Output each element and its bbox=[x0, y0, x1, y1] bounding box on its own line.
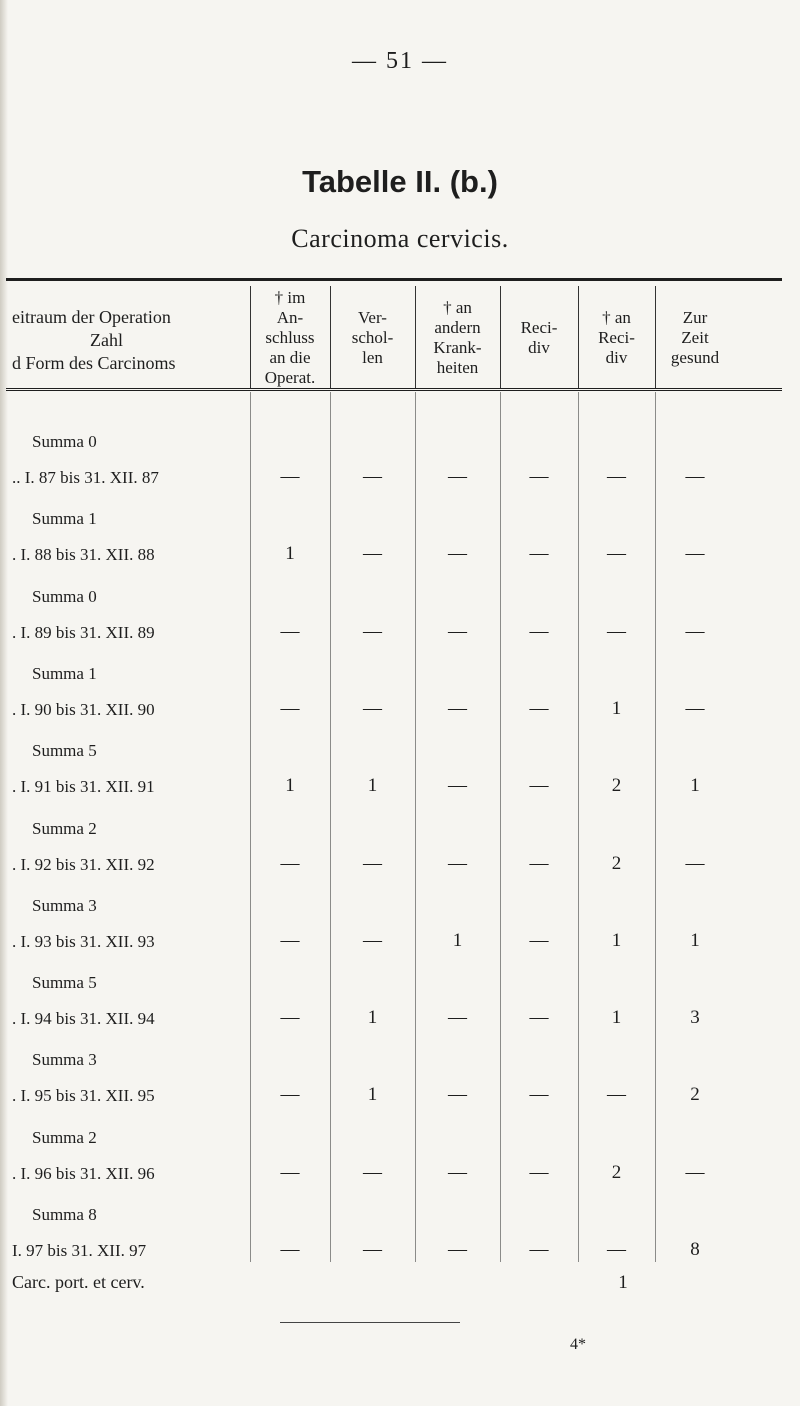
footer-value: 1 bbox=[618, 1272, 628, 1293]
table-cell: — bbox=[529, 1007, 549, 1029]
header-column-1: † im An- schluss an die Operat. bbox=[264, 288, 316, 387]
table-cell: — bbox=[685, 1161, 705, 1183]
table-cell: 2 bbox=[611, 775, 622, 797]
row-summa: Summa 0 bbox=[32, 586, 97, 606]
column-divider-body bbox=[655, 392, 656, 1262]
column-divider-body bbox=[578, 392, 579, 1262]
table-cell: 1 bbox=[367, 1084, 378, 1106]
row-summa: Summa 5 bbox=[32, 741, 97, 761]
row-summa: Summa 3 bbox=[32, 1050, 97, 1070]
table-cell: — bbox=[607, 1239, 626, 1260]
row-period: I. 97 bis 31. XII. 97 bbox=[12, 1241, 147, 1260]
table-cell: — bbox=[280, 466, 300, 487]
page-number: — 51 — bbox=[352, 48, 448, 74]
table-cell: — bbox=[280, 1007, 300, 1029]
header-first-column bbox=[12, 306, 242, 375]
table-cell: 1 bbox=[611, 929, 622, 951]
table-cell: — bbox=[280, 1084, 300, 1106]
table-cell: — bbox=[529, 1161, 549, 1183]
table-cell: — bbox=[363, 620, 382, 642]
footer-label: Carc. port. et cerv. bbox=[12, 1272, 145, 1292]
table-cell: 1 bbox=[690, 775, 700, 797]
table-cell: — bbox=[363, 852, 382, 874]
row-summa: Summa 5 bbox=[32, 973, 97, 993]
column-divider-body bbox=[250, 392, 251, 1262]
table-cell: — bbox=[529, 620, 549, 642]
table-cell: — bbox=[280, 852, 300, 874]
table-cell: — bbox=[448, 543, 467, 565]
table-cell: — bbox=[448, 1084, 467, 1106]
column-divider-body bbox=[500, 392, 501, 1262]
table-cell: — bbox=[363, 929, 382, 951]
row-summa: Summa 2 bbox=[32, 1127, 97, 1147]
table-cell: — bbox=[529, 852, 549, 874]
table-cell: 1 bbox=[452, 929, 463, 951]
table-cell: — bbox=[607, 1084, 626, 1106]
row-summa: Summa 2 bbox=[32, 818, 97, 838]
table-cell: — bbox=[529, 466, 549, 487]
table-cell: — bbox=[685, 852, 705, 874]
row-period: . I. 94 bis 31. XII. 94 bbox=[12, 1009, 155, 1029]
table-cell: — bbox=[448, 775, 467, 797]
table-cell: — bbox=[685, 466, 705, 487]
header-column-4: Reci- div bbox=[520, 318, 558, 357]
row-summa: Summa 1 bbox=[32, 509, 97, 529]
row-period: . I. 96 bis 31. XII. 96 bbox=[12, 1163, 155, 1183]
table-cell: — bbox=[448, 1161, 467, 1183]
footnote-rule bbox=[280, 1322, 460, 1323]
row-period: . I. 89 bis 31. XII. 89 bbox=[12, 622, 155, 642]
row-period: . I. 91 bis 31. XII. 91 bbox=[12, 777, 155, 797]
table-cell: — bbox=[685, 697, 705, 719]
row-summa: Summa 8 bbox=[32, 1205, 97, 1224]
table-cell: 2 bbox=[690, 1084, 700, 1106]
page-edge-shadow bbox=[0, 0, 8, 1406]
row-period: . I. 92 bis 31. XII. 92 bbox=[12, 854, 155, 874]
table-cell: 2 bbox=[611, 852, 622, 874]
table-cell: — bbox=[529, 697, 549, 719]
table-cell: — bbox=[280, 929, 300, 951]
column-divider-body bbox=[415, 392, 416, 1262]
table-cell: — bbox=[363, 466, 382, 487]
table-cell: 1 bbox=[285, 775, 295, 797]
table-cell: — bbox=[448, 1239, 467, 1260]
table-cell: — bbox=[280, 1161, 300, 1183]
table-cell: — bbox=[363, 1161, 382, 1183]
table-cell: — bbox=[280, 697, 300, 719]
table-cell: 1 bbox=[690, 929, 700, 951]
header-first-line-3: d Form des Carcinoms bbox=[12, 353, 176, 373]
table-cell: — bbox=[363, 543, 382, 565]
table-cell: — bbox=[448, 852, 467, 874]
table-cell: — bbox=[607, 543, 626, 565]
header-first-line-1: eitraum der Operation bbox=[12, 307, 171, 327]
row-summa: Summa 0 bbox=[32, 432, 97, 451]
header-separator-rule bbox=[6, 388, 782, 391]
header-column-2: Ver- schol- len bbox=[351, 308, 394, 367]
table-cell: 8 bbox=[690, 1239, 700, 1260]
table-cell: — bbox=[448, 620, 467, 642]
table-cell: — bbox=[529, 929, 549, 951]
table-top-rule bbox=[6, 278, 782, 281]
row-summa: Summa 1 bbox=[32, 663, 97, 683]
table-cell: — bbox=[448, 697, 467, 719]
row-period: . I. 95 bis 31. XII. 95 bbox=[12, 1086, 155, 1106]
table-cell: 1 bbox=[367, 1007, 378, 1029]
table-cell: 1 bbox=[611, 1007, 622, 1029]
row-period: . I. 88 bis 31. XII. 88 bbox=[12, 545, 155, 565]
table-cell: 1 bbox=[285, 543, 295, 565]
table-cell: — bbox=[529, 1084, 549, 1106]
table-title: Tabelle II. (b.) bbox=[302, 164, 498, 199]
table-cell: — bbox=[280, 620, 300, 642]
header-column-5: † an Reci- div bbox=[598, 308, 635, 367]
column-divider-body bbox=[330, 392, 331, 1262]
table-cell: 1 bbox=[367, 775, 378, 797]
table-cell: — bbox=[529, 543, 549, 565]
row-period: .. I. 87 bis 31. XII. 87 bbox=[12, 468, 159, 487]
table-cell: — bbox=[448, 466, 467, 487]
table-subtitle: Carcinoma cervicis. bbox=[291, 224, 509, 253]
row-period: . I. 90 bis 31. XII. 90 bbox=[12, 699, 155, 719]
table-cell: 2 bbox=[611, 1161, 622, 1183]
signature-mark: 4* bbox=[570, 1336, 586, 1353]
table-cell: — bbox=[685, 543, 705, 565]
header-first-line-2: Zahl bbox=[90, 330, 123, 350]
table-cell: — bbox=[529, 775, 549, 797]
table-cell: — bbox=[448, 1007, 467, 1029]
header-column-6: Zur Zeit gesund bbox=[670, 308, 720, 367]
table-cell: 1 bbox=[611, 697, 622, 719]
table-cell: — bbox=[607, 466, 626, 487]
row-summa: Summa 3 bbox=[32, 895, 97, 915]
header-column-3: † an andern Krank- heiten bbox=[433, 298, 482, 377]
table-cell: — bbox=[280, 1239, 300, 1260]
table-cell: — bbox=[363, 1239, 382, 1260]
table-cell: — bbox=[607, 620, 626, 642]
row-period: . I. 93 bis 31. XII. 93 bbox=[12, 931, 155, 951]
table-cell: — bbox=[363, 697, 382, 719]
table-cell: — bbox=[685, 620, 705, 642]
table-cell: 3 bbox=[690, 1007, 700, 1029]
table-cell: — bbox=[529, 1239, 549, 1260]
